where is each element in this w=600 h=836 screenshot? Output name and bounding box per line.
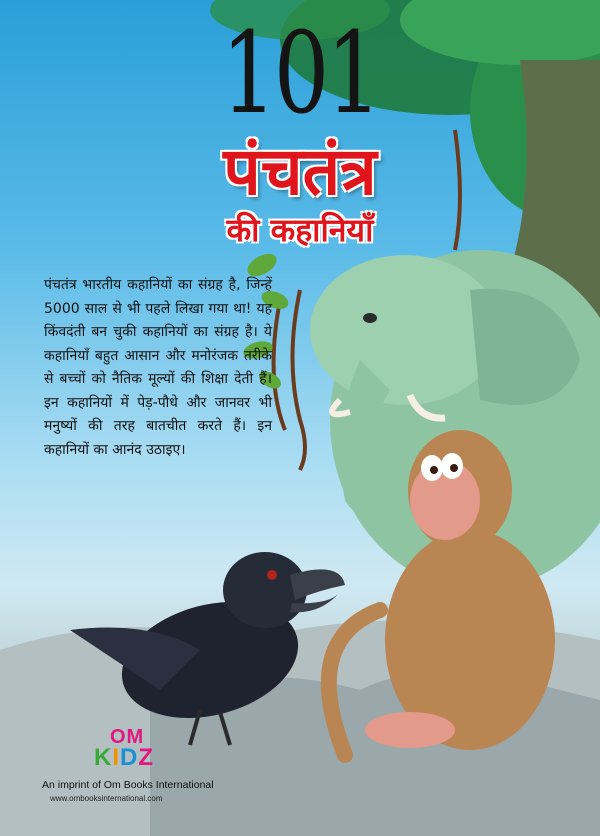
logo-kidz-text [94, 744, 154, 772]
book-title: पंचतंत्र [223, 133, 377, 210]
logo-letter: D [120, 744, 139, 771]
blurb-text: पंचतंत्र भारतीय कहानियों का संग्रह है, जिन्हें 5000 साल से भी पहले लिखा गया था! यह किंवदंती बन चुकी कहानियों का संग्रह है। ये कहानियाँ बहुत आसान और मनोरंजक तरीके से बच्चों को नैतिक मूल्यों की शिक्षा देती हैं। इन कहानियों में पेड़-पौधे और जानवर भी मनुष्यों की तरह बातचीत करते हैं। इन कहानियों का आनंद उठाइए। [44, 277, 272, 458]
publisher-website-link[interactable]: www.ombooksinternational.com [50, 794, 163, 803]
om-kidz-logo [92, 726, 172, 780]
imprint-text: An imprint of Om Books International [42, 779, 214, 791]
logo-letter: K [94, 744, 113, 771]
logo-letter: I [112, 744, 121, 771]
book-subtitle: की कहानियाँ [226, 211, 374, 249]
title-number: 101 [221, 9, 379, 139]
logo-om-text: OM [110, 726, 145, 748]
logo-letter: Z [138, 744, 155, 771]
